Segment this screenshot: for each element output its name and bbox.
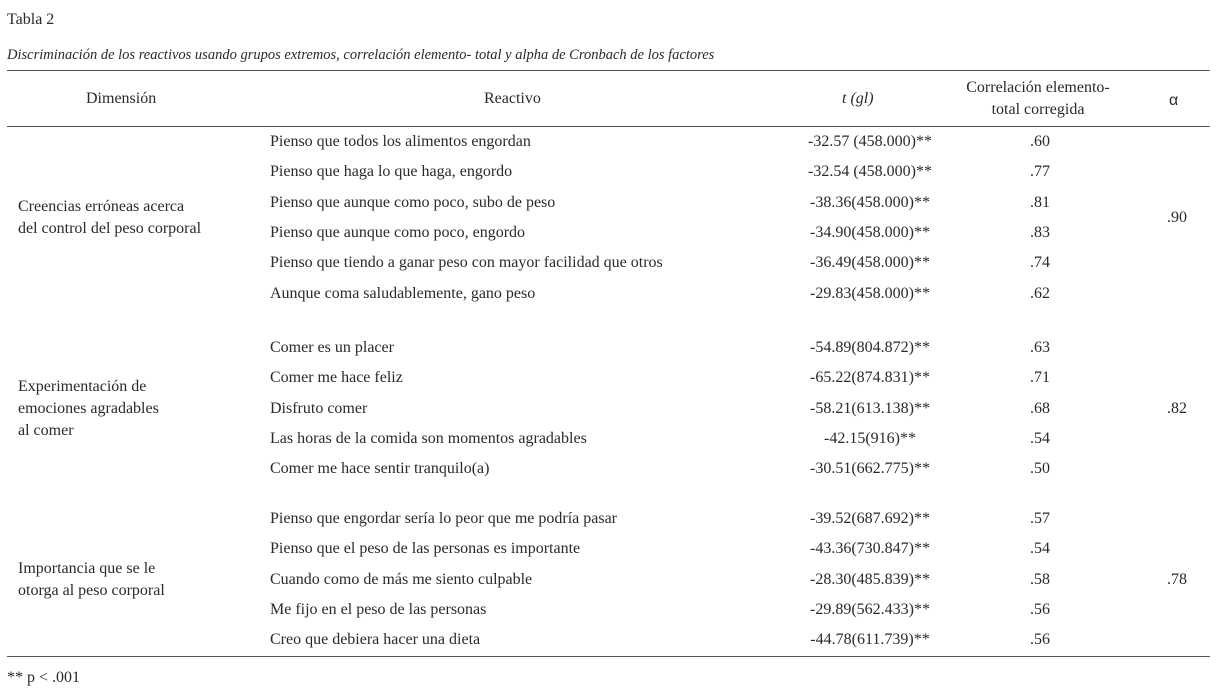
item-text: Aunque coma saludablemente, gano peso xyxy=(270,284,536,302)
top-rule xyxy=(7,70,1210,71)
item-text: Las horas de la comida son momentos agradables xyxy=(270,429,587,447)
bottom-rule xyxy=(7,656,1210,657)
t-value: -54.89(804.872)** xyxy=(810,339,930,356)
t-value: -32.57 (458.000)** xyxy=(808,133,932,150)
table-caption: Discriminación de los reactivos usando grupos extremos, correlación elemento- total y alpha de Cronbach de los factores xyxy=(7,47,715,63)
correlation-value: .62 xyxy=(1030,284,1050,302)
header-alpha: α xyxy=(1169,92,1179,109)
header-rule xyxy=(7,126,1210,127)
t-value: -36.49(458.000)** xyxy=(810,254,930,272)
item-text: Cuando como de más me siento culpable xyxy=(270,570,533,588)
header-correlation-line2: total corregida xyxy=(991,101,1085,118)
correlation-value: .60 xyxy=(1030,133,1050,150)
correlation-value: .57 xyxy=(1030,510,1050,527)
item-text: Pienso que el peso de las personas es importante xyxy=(270,540,581,558)
t-value: -29.83(458.000)** xyxy=(810,284,930,302)
correlation-value: .83 xyxy=(1030,223,1050,241)
correlation-value: .58 xyxy=(1030,570,1050,588)
header-dimension: Dimensión xyxy=(86,90,157,107)
item-text: Creo que debiera hacer una dieta xyxy=(270,631,481,649)
t-value: -32.54 (458.000)** xyxy=(808,163,932,181)
alpha-value: .78 xyxy=(1167,570,1187,588)
correlation-value: .63 xyxy=(1030,339,1050,356)
alpha-value: .82 xyxy=(1167,399,1187,417)
t-value: -34.90(458.000)** xyxy=(810,223,930,241)
t-value: -58.21(613.138)** xyxy=(810,399,930,417)
item-text: Comer me hace feliz xyxy=(270,369,403,387)
correlation-value: .81 xyxy=(1030,193,1050,211)
item-text: Pienso que todos los alimentos engordan xyxy=(270,133,531,150)
dimension-label-line: Importancia que se le xyxy=(18,559,156,577)
header-reactivo: Reactivo xyxy=(484,90,541,107)
correlation-value: .56 xyxy=(1030,631,1050,649)
correlation-value: .54 xyxy=(1030,540,1050,558)
item-text: Pienso que haga lo que haga, engordo xyxy=(270,163,513,181)
item-text: Pienso que aunque como poco, engordo xyxy=(270,223,526,241)
header-correlation-line1: Correlación elemento- xyxy=(966,79,1110,96)
item-text: Pienso que aunque como poco, subo de peso xyxy=(270,193,556,211)
item-text: Comer es un placer xyxy=(270,339,394,356)
footnote-text: ** p < .001 xyxy=(7,669,81,686)
item-text: Pienso que engordar sería lo peor que me podría pasar xyxy=(270,510,617,527)
dimension-label-line: emociones agradables xyxy=(18,399,159,417)
item-text: Comer me hace sentir tranquilo(a) xyxy=(270,460,490,478)
dimension-label-line: al comer xyxy=(18,421,74,439)
dimension-label-line: otorga al peso corporal xyxy=(18,581,165,599)
correlation-value: .74 xyxy=(1030,254,1050,272)
correlation-value: .68 xyxy=(1030,399,1050,417)
correlation-value: .77 xyxy=(1030,163,1050,181)
table-footnote xyxy=(7,669,80,687)
t-value: -29.89(562.433)** xyxy=(810,600,930,618)
item-text: Disfruto comer xyxy=(270,399,368,417)
dimension-label-line: Creencias erróneas acerca xyxy=(18,197,185,215)
item-text: Pienso que tiendo a ganar peso con mayor facilidad que otros xyxy=(270,254,663,272)
alpha-value: .90 xyxy=(1167,208,1187,226)
t-value: -39.52(687.692)** xyxy=(810,510,930,527)
t-value: -38.36(458.000)** xyxy=(810,193,930,211)
dimension-label-line: del control del peso corporal xyxy=(18,219,202,237)
t-value: -28.30(485.839)** xyxy=(810,570,930,588)
correlation-value: .50 xyxy=(1030,460,1050,478)
dimension-label-line: Experimentación de xyxy=(18,377,147,395)
t-value: -30.51(662.775)** xyxy=(810,460,930,478)
t-value: -65.22(874.831)** xyxy=(810,369,930,387)
correlation-value: .56 xyxy=(1030,600,1050,618)
t-value: -43.36(730.847)** xyxy=(810,540,930,558)
t-value: -42.15(916)** xyxy=(824,429,916,447)
item-text: Me fijo en el peso de las personas xyxy=(270,600,487,618)
correlation-value: .54 xyxy=(1030,429,1050,447)
correlation-value: .71 xyxy=(1030,369,1050,387)
t-value: -44.78(611.739)** xyxy=(810,631,930,649)
header-t: t (gl) xyxy=(842,90,874,107)
table-label: Tabla 2 xyxy=(7,11,55,28)
